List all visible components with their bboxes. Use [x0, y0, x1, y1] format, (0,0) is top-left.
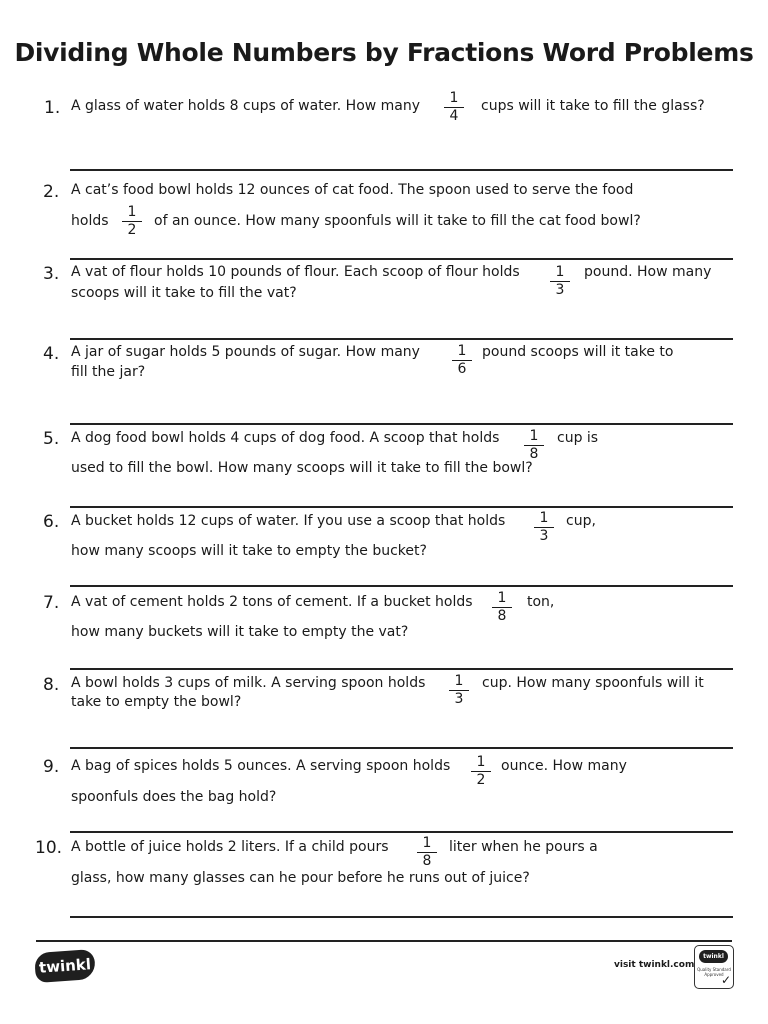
problem-number: 8.	[43, 675, 60, 695]
problem-text: how many buckets will it take to empty the vat?	[71, 624, 409, 640]
problem-text: liter when he pours a	[449, 839, 598, 855]
problem-text: ton,	[527, 594, 555, 610]
problem-text: glass, how many glasses can he pour before he runs out of juice?	[71, 870, 530, 886]
problem-text: used to fill the bowl. How many scoops will it take to fill the bowl?	[71, 460, 533, 476]
answer-line	[70, 423, 733, 425]
twinkl-logo: twinkl	[34, 949, 96, 983]
fraction: 1 8	[491, 590, 513, 625]
check-icon: ✓	[721, 973, 732, 987]
answer-line	[70, 169, 733, 171]
fraction: 1 3	[533, 510, 555, 545]
problem-number: 3.	[43, 264, 60, 284]
fraction: 1 3	[448, 673, 470, 708]
problem-text: A bottle of juice holds 2 liters. If a child pours	[71, 839, 389, 855]
problem-text: holds	[71, 213, 109, 229]
badge-logo: twinkl	[699, 950, 728, 963]
problem-text: of an ounce. How many spoonfuls will it take to fill the cat food bowl?	[154, 213, 641, 229]
answer-line	[70, 668, 733, 670]
fraction: 1 3	[549, 264, 571, 299]
footer-link[interactable]: visit twinkl.com	[614, 960, 695, 970]
problem-text: pound. How many	[584, 264, 712, 280]
fraction: 1 2	[121, 204, 143, 239]
problem-text: A bowl holds 3 cups of milk. A serving spoon holds	[71, 675, 426, 691]
problem-text: A vat of flour holds 10 pounds of flour. Each scoop of flour holds	[71, 264, 520, 280]
problem-text: A glass of water holds 8 cups of water. How many	[71, 98, 421, 114]
problem-number: 4.	[43, 344, 60, 364]
problem-text: take to empty the bowl?	[71, 694, 242, 710]
answer-line	[70, 258, 733, 260]
problem-text: A dog food bowl holds 4 cups of dog food. A scoop that holds	[71, 430, 500, 446]
problem-text: ounce. How many	[501, 758, 627, 774]
fraction: 1 8	[416, 835, 438, 870]
answer-line	[70, 585, 733, 587]
problem-text: spoonfuls does the bag hold?	[71, 789, 277, 805]
problem-text: how many scoops will it take to empty the bucket?	[71, 543, 427, 559]
answer-line	[70, 506, 733, 508]
problem-text: A bag of spices holds 5 ounces. A serving spoon holds	[71, 758, 451, 774]
answer-line	[70, 747, 733, 749]
problem-number: 6.	[43, 512, 60, 532]
answer-line	[70, 831, 733, 833]
badge-text: Quality Standard Approved	[697, 967, 731, 977]
fraction: 1 4	[443, 90, 465, 125]
problem-number: 10.	[35, 838, 63, 858]
answer-line	[70, 916, 733, 918]
problem-text: cup. How many spoonfuls will it	[482, 675, 704, 691]
problem-text: A jar of sugar holds 5 pounds of sugar. How many	[71, 344, 420, 360]
problem-number: 9.	[43, 757, 60, 777]
problem-number: 5.	[43, 429, 60, 449]
problem-text: cups will it take to fill the glass?	[481, 98, 705, 114]
quality-badge	[694, 945, 734, 989]
fraction: 1 6	[451, 343, 473, 378]
problem-number: 1.	[44, 98, 61, 118]
fraction: 1 2	[470, 754, 492, 789]
problem-number: 2.	[43, 182, 60, 202]
problem-text: scoops will it take to fill the vat?	[71, 285, 297, 301]
problem-text: cup is	[557, 430, 599, 446]
fraction: 1 8	[523, 428, 545, 463]
problem-text: A bucket holds 12 cups of water. If you use a scoop that holds	[71, 513, 506, 529]
problem-text: A cat’s food bowl holds 12 ounces of cat food. The spoon used to serve the food	[71, 182, 634, 198]
problem-text: pound scoops will it take to	[482, 344, 674, 360]
problem-number: 7.	[43, 593, 60, 613]
page-title: Dividing Whole Numbers by Fractions Word Problems	[14, 38, 754, 67]
problem-text: cup,	[566, 513, 596, 529]
problem-text: fill the jar?	[71, 364, 146, 380]
footer-divider	[36, 940, 732, 942]
answer-line	[70, 338, 733, 340]
problem-text: A vat of cement holds 2 tons of cement. If a bucket holds	[71, 594, 473, 610]
